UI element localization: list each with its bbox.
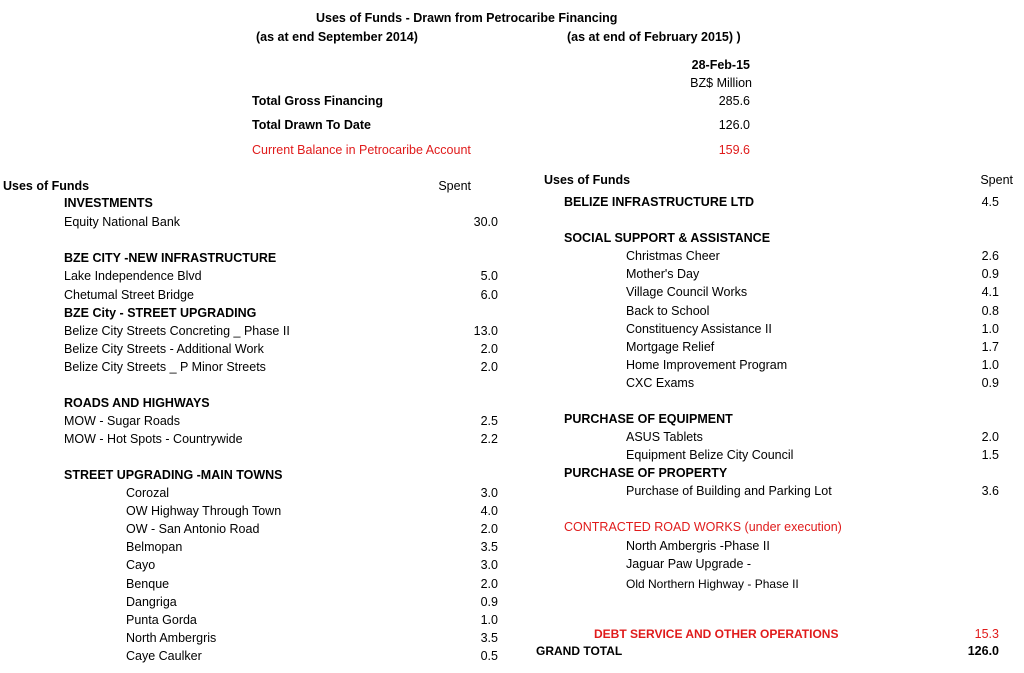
town-value: 4.0 xyxy=(480,504,498,518)
bil-value: 4.5 xyxy=(981,195,999,209)
main-towns-heading: STREET UPGRADING -MAIN TOWNS xyxy=(64,468,283,482)
building-label: Purchase of Building and Parking Lot xyxy=(626,484,832,498)
town-label: North Ambergris xyxy=(126,631,217,645)
town-label: Corozal xyxy=(126,486,170,500)
column-date: 28-Feb-15 xyxy=(691,58,750,72)
column-unit: BZ$ Million xyxy=(690,76,752,90)
town-label: Cayo xyxy=(126,558,156,572)
current-balance-value: 159.6 xyxy=(718,143,750,157)
bze-street-heading: BZE City - STREET UPGRADING xyxy=(64,306,257,320)
social-item-label: Constituency Assistance II xyxy=(626,322,772,336)
social-item-value: 0.8 xyxy=(981,304,999,318)
north-ambergris-label: North Ambergris -Phase II xyxy=(626,539,770,553)
town-label: Belmopan xyxy=(126,540,183,554)
council-value: 1.5 xyxy=(981,448,999,462)
grand-total-label: GRAND TOTAL xyxy=(536,644,623,658)
social-item-label: Mother's Day xyxy=(626,267,700,281)
town-value: 0.9 xyxy=(480,595,498,609)
minor-label: Belize City Streets _ P Minor Streets xyxy=(64,360,266,374)
social-item-label: Back to School xyxy=(626,304,710,318)
hotspots-label: MOW - Hot Spots - Countrywide xyxy=(64,432,243,446)
town-label: OW Highway Through Town xyxy=(126,504,282,518)
lake-value: 5.0 xyxy=(480,269,498,283)
asus-value: 2.0 xyxy=(981,430,999,444)
lake-label: Lake Independence Blvd xyxy=(64,269,202,283)
town-label: Punta Gorda xyxy=(126,613,197,627)
social-item-value: 4.1 xyxy=(981,285,999,299)
social-item-value: 1.0 xyxy=(981,322,999,336)
sugar-value: 2.5 xyxy=(480,414,498,428)
debt-service-label: DEBT SERVICE AND OTHER OPERATIONS xyxy=(594,627,839,641)
social-item-label: Mortgage Relief xyxy=(626,340,715,354)
right-spent-header: Spent xyxy=(980,173,1013,187)
town-value: 3.5 xyxy=(480,540,498,554)
building-value: 3.6 xyxy=(981,484,999,498)
council-label: Equipment Belize City Council xyxy=(626,448,794,462)
town-value: 0.5 xyxy=(480,649,498,663)
right-uses-header: Uses of Funds xyxy=(544,173,631,187)
town-label: OW - San Antonio Road xyxy=(126,522,260,536)
investments-heading: INVESTMENTS xyxy=(64,196,153,210)
concreting-value: 13.0 xyxy=(473,324,498,338)
bze-new-infra-heading: BZE CITY -NEW INFRASTRUCTURE xyxy=(64,251,277,265)
additional-value: 2.0 xyxy=(480,342,498,356)
social-item-label: Village Council Works xyxy=(626,285,748,299)
debt-service-value: 15.3 xyxy=(974,627,999,641)
jaguar-paw-label: Jaguar Paw Upgrade - xyxy=(626,557,752,571)
roads-heading: ROADS AND HIGHWAYS xyxy=(64,396,210,410)
left-uses-header: Uses of Funds xyxy=(3,179,90,193)
social-item-value: 1.0 xyxy=(981,358,999,372)
grand-total-value: 126.0 xyxy=(967,644,999,658)
gross-financing-label: Total Gross Financing xyxy=(252,94,384,108)
contracted-heading: CONTRACTED ROAD WORKS (under execution) xyxy=(564,520,842,534)
equity-label: Equity National Bank xyxy=(64,215,181,229)
town-value: 3.5 xyxy=(480,631,498,645)
property-heading: PURCHASE OF PROPERTY xyxy=(564,466,728,480)
social-item-value: 0.9 xyxy=(981,376,999,390)
town-value: 2.0 xyxy=(480,522,498,536)
drawn-to-date-label: Total Drawn To Date xyxy=(252,118,371,132)
sugar-label: MOW - Sugar Roads xyxy=(64,414,181,428)
social-item-value: 1.7 xyxy=(981,340,999,354)
town-label: Caye Caulker xyxy=(126,649,202,663)
town-value: 1.0 xyxy=(480,613,498,627)
town-label: Dangriga xyxy=(126,595,177,609)
social-item-value: 0.9 xyxy=(981,267,999,281)
current-balance-label: Current Balance in Petrocaribe Account xyxy=(252,143,471,157)
bil-label: BELIZE INFRASTRUCTURE LTD xyxy=(564,195,755,209)
hotspots-value: 2.2 xyxy=(480,432,498,446)
right-date-heading: (as at end of February 2015) ) xyxy=(567,30,741,44)
additional-label: Belize City Streets - Additional Work xyxy=(64,342,264,356)
social-item-label: CXC Exams xyxy=(626,376,695,390)
report-title: Uses of Funds - Drawn from Petrocaribe Financing xyxy=(316,11,618,25)
social-item-value: 2.6 xyxy=(981,249,999,263)
gross-financing-value: 285.6 xyxy=(718,94,750,108)
town-value: 3.0 xyxy=(480,558,498,572)
social-heading: SOCIAL SUPPORT & ASSISTANCE xyxy=(564,231,771,245)
minor-value: 2.0 xyxy=(480,360,498,374)
concreting-label: Belize City Streets Concreting _ Phase II xyxy=(64,324,290,338)
equipment-heading: PURCHASE OF EQUIPMENT xyxy=(564,412,733,426)
social-item-label: Christmas Cheer xyxy=(626,249,720,263)
town-value: 3.0 xyxy=(480,486,498,500)
drawn-to-date-value: 126.0 xyxy=(718,118,750,132)
chetumal-value: 6.0 xyxy=(480,288,498,302)
left-spent-header: Spent xyxy=(438,179,471,193)
left-date-heading: (as at end September 2014) xyxy=(256,30,418,44)
town-value: 2.0 xyxy=(480,577,498,591)
social-item-label: Home Improvement Program xyxy=(626,358,788,372)
town-label: Benque xyxy=(126,577,170,591)
asus-label: ASUS Tablets xyxy=(626,430,703,444)
chetumal-label: Chetumal Street Bridge xyxy=(64,288,194,302)
equity-value: 30.0 xyxy=(473,215,498,229)
old-northern-label: Old Northern Highway - Phase II xyxy=(626,577,799,591)
